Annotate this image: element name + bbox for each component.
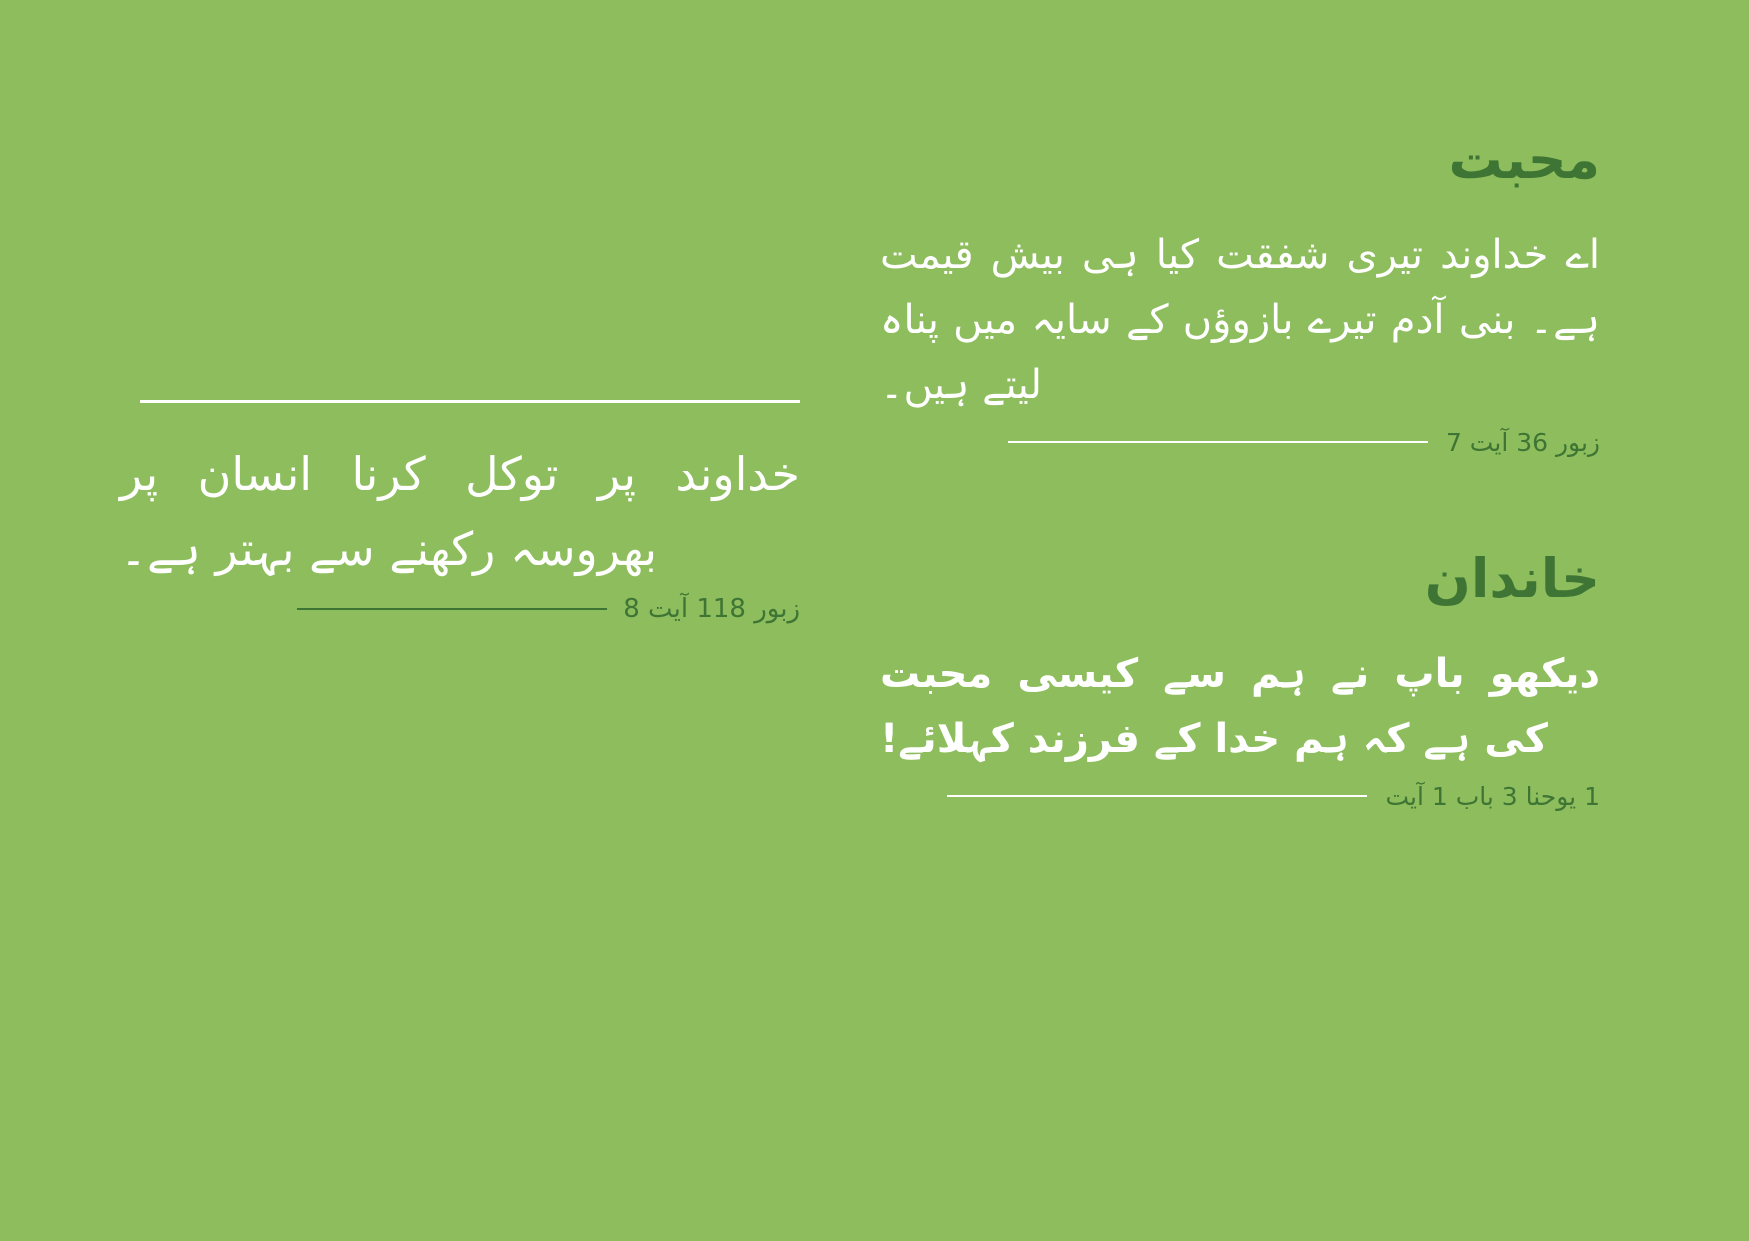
reference-text-khandan: 1 یوحنا 3 باب 1 آیت <box>1385 781 1600 811</box>
reference-divider-khandan <box>947 795 1367 797</box>
section-title-mohabbat: محبت <box>1448 128 1600 191</box>
reference-divider-mohabbat <box>1008 441 1428 443</box>
section-khandan <box>880 546 1600 811</box>
left-divider-top <box>140 400 800 403</box>
left-reference-divider <box>297 608 607 610</box>
reference-row-khandan <box>880 782 1600 811</box>
section-verse-khandan: دیکھو باپ نے ہم سے کیسی محبت کی ہے کہ ہم خدا کے فرزند کہلائے! <box>880 651 1600 762</box>
left-reference-text: زبور 118 آیت 8 <box>623 594 800 625</box>
right-column <box>880 130 1600 903</box>
left-verse-block <box>120 400 800 624</box>
left-reference-row <box>120 594 800 624</box>
section-title-khandan: خاندان <box>1424 546 1600 610</box>
reference-text-mohabbat: زبور 36 آیت 7 <box>1445 427 1600 457</box>
section-verse-mohabbat: اے خداوند تیری شفقت کیا ہی بیش قیمت ہے۔ بنی آدم تیرے بازوؤں کے سایہ میں پناہ لیتے ہیں۔ <box>880 232 1600 408</box>
section-mohabbat <box>880 130 1600 457</box>
reference-row-mohabbat <box>880 428 1600 457</box>
left-verse-text: خداوند پر توکل کرنا انسان پر بھروسہ رکھنے سے بہتر ہے۔ <box>120 447 800 576</box>
